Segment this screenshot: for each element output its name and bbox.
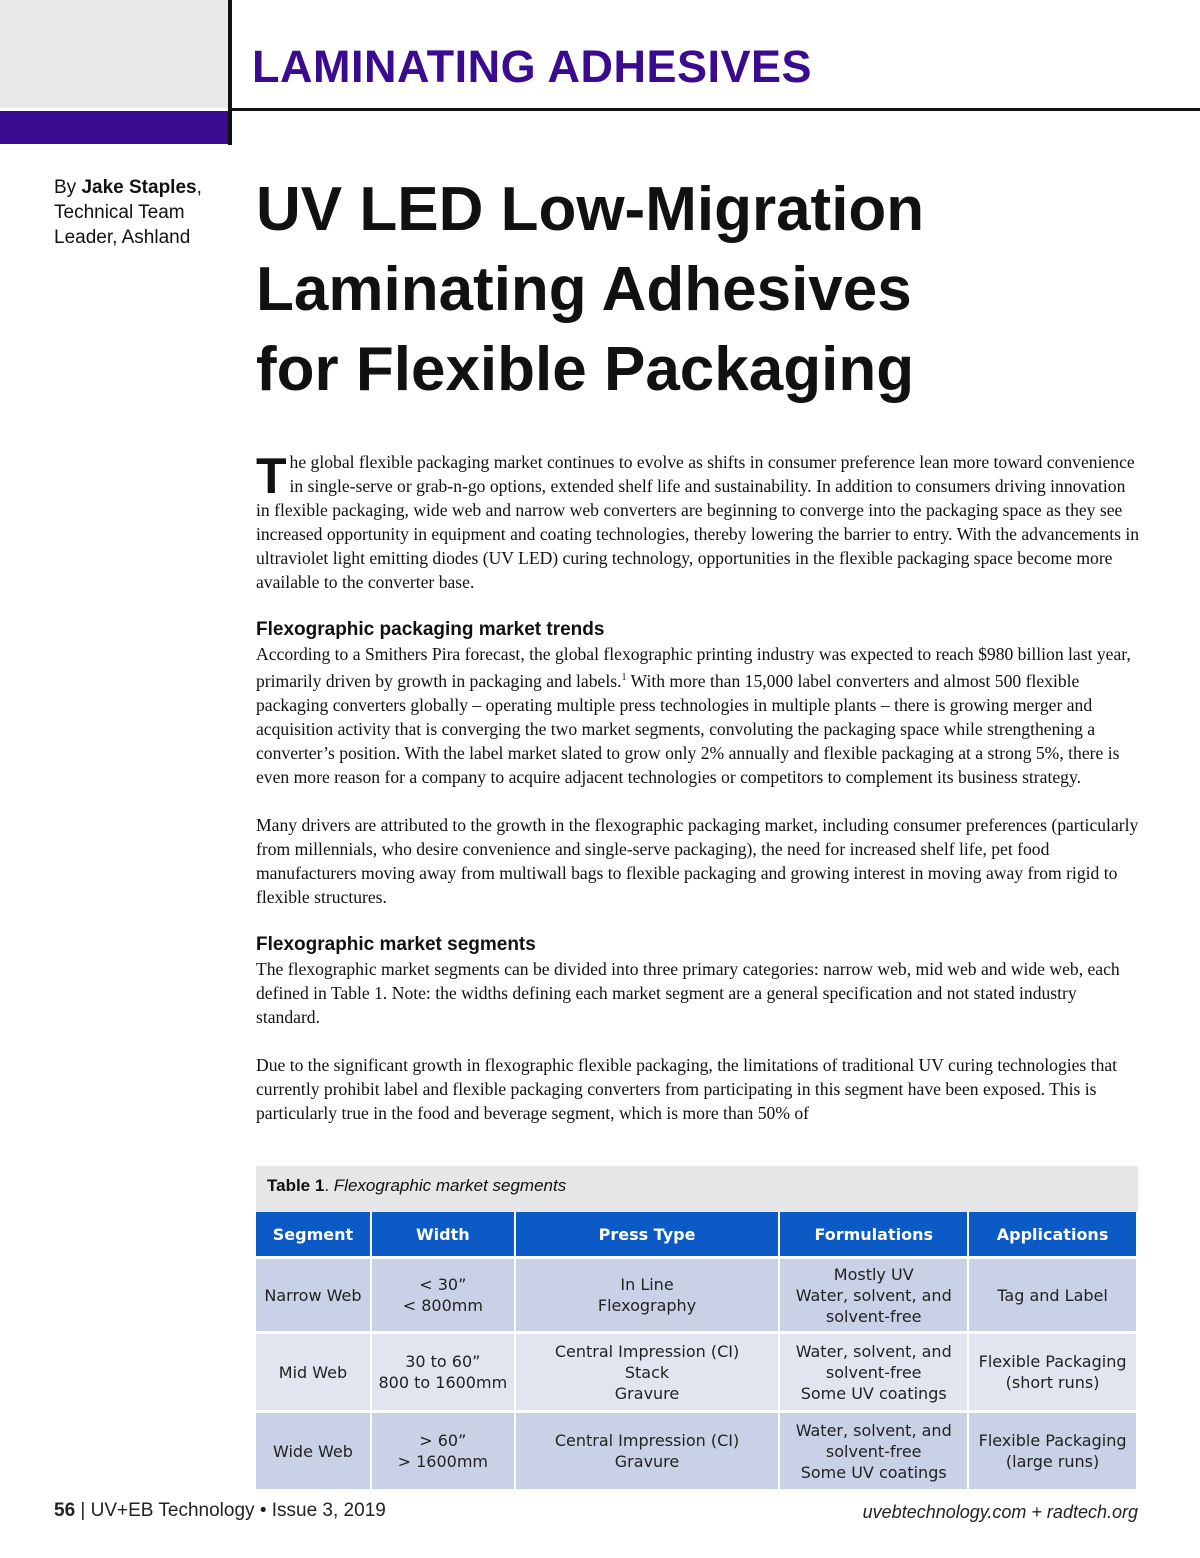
- table-cell-formulations: [779, 1333, 968, 1412]
- table-caption-sep: .: [324, 1176, 334, 1195]
- table-panel: [256, 1166, 1138, 1484]
- byline-prefix: By: [54, 177, 82, 198]
- cell-line: (large runs): [1005, 1452, 1100, 1471]
- cell-line: Gravure: [614, 1452, 680, 1471]
- cell-line: > 60”: [419, 1431, 467, 1450]
- byline-author: Jake Staples: [81, 177, 197, 198]
- footer-separator: |: [75, 1500, 91, 1521]
- cell-line: Wide Web: [273, 1441, 353, 1461]
- cell-line: 30 to 60”: [405, 1352, 481, 1371]
- table-cell-formulations: [779, 1412, 968, 1491]
- cell-line: Water, solvent, and: [795, 1285, 952, 1305]
- header-width: Width: [371, 1212, 515, 1258]
- cell-line: < 30”: [419, 1275, 467, 1294]
- table-cell-segment: [256, 1412, 371, 1491]
- cell-line: Gravure: [614, 1383, 680, 1403]
- cell-line: (short runs): [1005, 1373, 1100, 1392]
- cell-line: Narrow Web: [264, 1285, 362, 1305]
- table-cell-width: [371, 1333, 515, 1412]
- cell-line: Some UV coatings: [800, 1462, 947, 1482]
- cell-line: Central Impression (CI): [554, 1341, 740, 1361]
- section2-paragraph2: Due to the significant growth in flexographic flexible packaging, the limitations of traditional UV curing technologies that currently prohibit label and flexible packaging converters from participating in this segment have been exposed. This is particularly true in the food and beverage segment, which is more than 50% of: [256, 1054, 1118, 1123]
- table-body: [256, 1258, 1137, 1491]
- footnote-ref: 1: [621, 672, 627, 683]
- cell-line: < 800mm: [402, 1296, 483, 1315]
- table-cell-segment: [256, 1333, 371, 1412]
- cell-line: solvent-free: [825, 1362, 922, 1382]
- table-row: [256, 1258, 1137, 1333]
- publication-name: UV+EB Technology • Issue 3, 2019: [90, 1500, 386, 1521]
- header-segment: Segment: [256, 1212, 371, 1258]
- section2-paragraph1: The flexographic market segments can be divided into three primary categories: narrow web, mid web and wide web, each defined in Table 1. Note: the widths defining each market segment are a general specification and not stated industry standard.: [256, 958, 1120, 1027]
- section1-p1-a: According to a Smithers Pira forecast, the global flexographic printing industry was expected to reach $980 billion last year, primarily driven by growth in packaging and labels.: [256, 644, 1131, 691]
- cell-line: Stack: [624, 1362, 670, 1382]
- headline-line3: for Flexible Packaging: [256, 335, 915, 404]
- table-header-row: [256, 1212, 1137, 1258]
- header-gray-block: [0, 0, 228, 108]
- cell-line: Flexible Packaging: [978, 1352, 1127, 1371]
- intro-paragraph: [256, 450, 1140, 594]
- footer-urls: uvebtechnology.com + radtech.org: [862, 1502, 1138, 1522]
- byline-suffix: ,: [196, 177, 202, 198]
- table-caption-label: Table 1: [267, 1176, 325, 1195]
- table-cell-segment: [256, 1258, 371, 1333]
- table-cell-width: [371, 1412, 515, 1491]
- section1-heading: Flexographic packaging market trends: [256, 619, 605, 640]
- table-cell-press: [515, 1333, 780, 1412]
- section2-heading: Flexographic market segments: [256, 933, 536, 955]
- headline-line1: UV LED Low-Migration: [256, 175, 925, 244]
- section1-paragraph1: [256, 642, 1140, 789]
- header-formulations: Formulations: [779, 1212, 968, 1258]
- section1-p1-b: With more than 15,000 label converters and almost 500 flexible packaging converters globally – operating multiple press technologies in multiple plants – there is growing merger and acquisition activity that is converging the two market segments, convoluting the packaging space while strengthening a converter’s position. With the label market slated to grow only 2% annually and flexible packaging at a strong 5%, there is even more reason for a company to acquire adjacent technologies or competitors to complement its business strategy.: [256, 670, 1120, 787]
- byline-role-line1: Technical Team: [54, 202, 185, 223]
- intro-text: he global flexible packaging market continues to evolve as shifts in consumer preference lean more toward convenience in single-serve or grab-n-go options, extended shelf life and sustainability. In addition to consumers driving innovation in flexible packaging, wide web and narrow web converters are beginning to converge into the packaging space as they see increased opportunity in equipment and coating technologies, thereby lowering the barrier to entry. With the advancements in ultraviolet light emitting diodes (UV LED) curing technology, opportunities in the flexible packaging space become more available to the converter base.: [256, 452, 1140, 592]
- table-row: [256, 1333, 1137, 1412]
- headline-line2: Laminating Adhesives: [256, 255, 912, 324]
- header-accent-bar: [0, 111, 230, 144]
- article-body: [256, 450, 1140, 1125]
- page-number: 56: [54, 1500, 76, 1521]
- drop-cap: T: [256, 448, 287, 504]
- cell-line: > 1600mm: [397, 1452, 489, 1471]
- cell-line: Mid Web: [278, 1362, 348, 1382]
- byline-role-line2: Leader, Ashland: [54, 227, 191, 248]
- header-press-type: Press Type: [515, 1212, 780, 1258]
- cell-line: Flexible Packaging: [978, 1431, 1127, 1450]
- byline: [54, 175, 226, 250]
- table-cell-press: [515, 1412, 780, 1491]
- header-vertical-rule: [228, 0, 232, 145]
- segments-table: [256, 1212, 1138, 1492]
- cell-line: Mostly UV: [833, 1264, 914, 1284]
- cell-line: Some UV coatings: [800, 1383, 947, 1403]
- section1-paragraph2: Many drivers are attributed to the growth in the flexographic packaging market, including consumer preferences (particularly from millennials, who desire convenience and single-serve packaging), the need for increased shelf life, pet food manufacturers moving away from multiwall bags to flexible packaging and growing interest in moving away from rigid to flexible structures.: [256, 814, 1139, 907]
- cell-line: solvent-free: [825, 1441, 922, 1461]
- header-applications: Applications: [968, 1212, 1137, 1258]
- table-cell-applications: [968, 1412, 1137, 1491]
- cell-line: solvent-free: [825, 1306, 922, 1326]
- article-headline: [256, 170, 1156, 410]
- table-caption: [267, 1175, 566, 1197]
- cell-line: In Line: [620, 1275, 674, 1294]
- table-cell-width: [371, 1258, 515, 1333]
- table-caption-text: Flexographic market segments: [333, 1176, 567, 1195]
- cell-line: Central Impression (CI): [554, 1431, 740, 1450]
- table-cell-formulations: [779, 1258, 968, 1333]
- section-title: LAMINATING ADHESIVES: [252, 41, 813, 92]
- cell-line: Flexography: [597, 1296, 697, 1315]
- table-row: [256, 1412, 1137, 1491]
- cell-line: 800 to 1600mm: [378, 1373, 508, 1392]
- cell-line: Water, solvent, and: [795, 1341, 952, 1361]
- cell-line: Water, solvent, and: [795, 1420, 952, 1440]
- table-cell-applications: [968, 1258, 1137, 1333]
- table-cell-press: [515, 1258, 780, 1333]
- footer-publication: [54, 1500, 386, 1522]
- header-horizontal-rule: [228, 108, 1200, 111]
- cell-line: Tag and Label: [997, 1285, 1108, 1305]
- table-cell-applications: [968, 1333, 1137, 1412]
